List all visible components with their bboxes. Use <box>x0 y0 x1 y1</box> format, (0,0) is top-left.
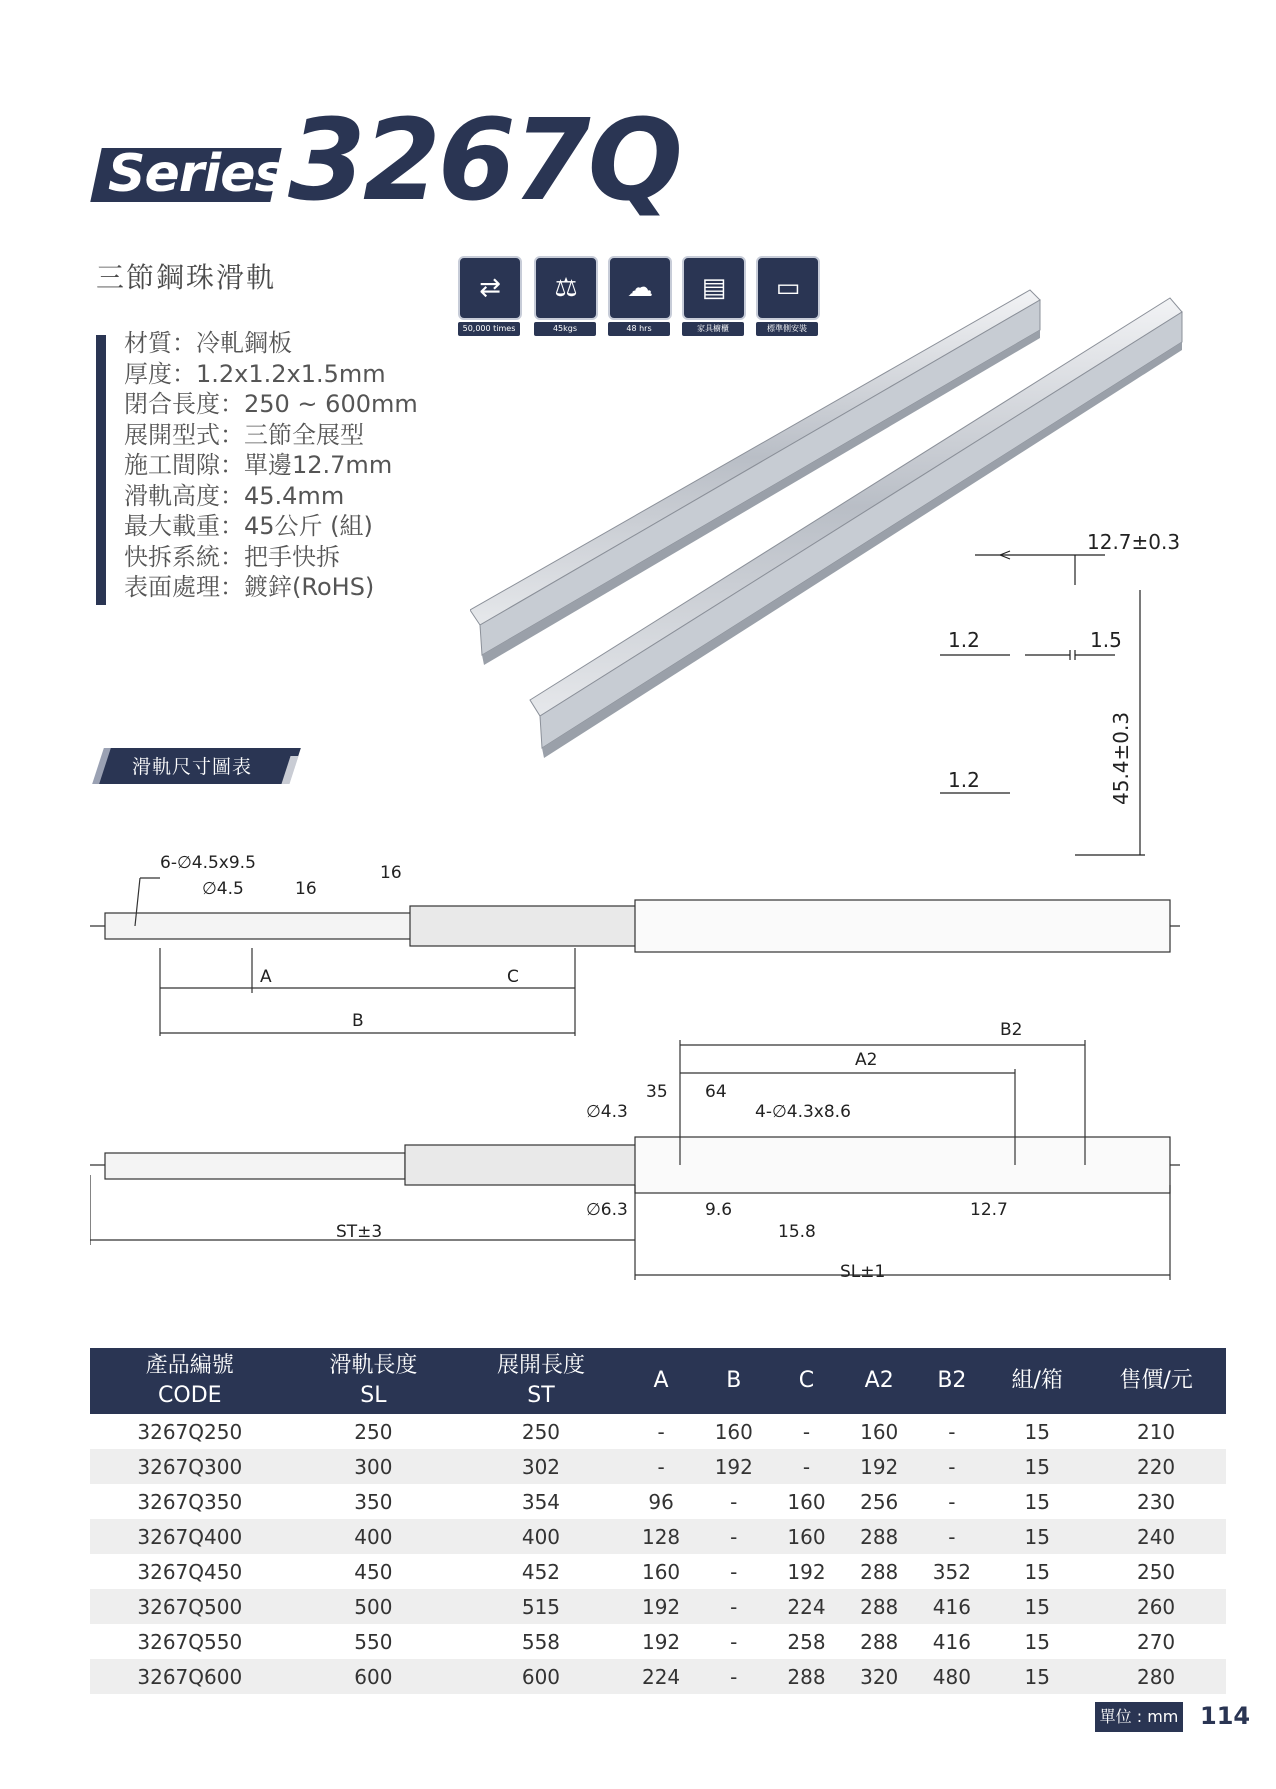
table-cell: - <box>916 1449 989 1484</box>
table-cell: 280 <box>1086 1659 1226 1694</box>
table-cell: 352 <box>932 1559 971 1584</box>
dim-158: 15.8 <box>778 1222 816 1242</box>
table-cell: 160 <box>770 1519 843 1554</box>
table-cell: 600 <box>290 1659 458 1694</box>
table-cell: 230 <box>1136 1489 1176 1514</box>
feature-cycle: ⇄ 50,000 times <box>458 256 522 336</box>
table-cell: - <box>657 1419 665 1444</box>
weight-load-icon: ⚖ <box>534 256 598 320</box>
table-cell: 288 <box>843 1519 916 1554</box>
table-cell: 250 <box>521 1419 561 1444</box>
table-cell: 192 <box>843 1449 916 1484</box>
table-cell: 15 <box>988 1519 1086 1554</box>
dim-hole-top: ∅4.5 <box>202 879 244 899</box>
th-st: 展開長度 ST <box>457 1348 625 1414</box>
table-cell: 3267Q350 <box>137 1489 243 1514</box>
table-cell: - <box>948 1489 956 1514</box>
product-subtitle: 三節鋼珠滑軌 <box>96 261 277 294</box>
side-mount-icon: ▭ <box>756 256 820 320</box>
table-cell: 3267Q600 <box>90 1659 290 1694</box>
table-cell: 3267Q400 <box>90 1519 290 1554</box>
table-cell: - <box>697 1519 770 1554</box>
table-cell: 260 <box>1086 1589 1226 1624</box>
table-cell: 160 <box>860 1419 899 1444</box>
dim-gap: 12.7±0.3 <box>1087 530 1181 554</box>
spec-list <box>124 328 418 603</box>
table-cell: 3267Q300 <box>90 1449 290 1484</box>
table-row <box>90 1589 1226 1624</box>
model-title: 3267Q <box>288 96 680 226</box>
table-cell: 250 <box>1136 1559 1176 1584</box>
table-cell: 600 <box>457 1659 625 1694</box>
bottom-slide-drawing <box>90 1015 1200 1295</box>
series-label: Series <box>108 144 285 204</box>
table-cell: 288 <box>843 1589 916 1624</box>
table-row <box>90 1519 1226 1554</box>
dim-pitch-1: 16 <box>295 879 317 899</box>
table-cell: 128 <box>625 1519 698 1554</box>
dim-slots: 4-∅4.3x8.6 <box>755 1102 851 1122</box>
spec-max-load: 最大載重：45公斤 (組) <box>124 512 373 540</box>
table-cell: 15 <box>1024 1489 1050 1514</box>
table-cell: 3267Q250 <box>137 1419 243 1444</box>
table-cell: 320 <box>843 1659 916 1694</box>
table-cell: 192 <box>641 1629 681 1654</box>
table-cell: - <box>916 1519 989 1554</box>
table-row <box>90 1414 1226 1449</box>
spec-height: 滑軌高度：45.4mm <box>124 481 345 510</box>
table-cell: 256 <box>860 1489 899 1514</box>
dim-127: 12.7 <box>970 1200 1008 1220</box>
table-cell: 15 <box>988 1659 1086 1694</box>
cycle-test-icon: ⇄ <box>458 256 522 320</box>
th-a2: A2 <box>843 1348 916 1414</box>
th-a: A <box>625 1348 698 1414</box>
table-row <box>90 1659 1226 1694</box>
product-table <box>90 1348 1226 1694</box>
table-cell: 3267Q550 <box>137 1629 243 1654</box>
table-cell: 302 <box>457 1449 625 1484</box>
spec-extension-type: 展開型式：三節全展型 <box>124 420 364 449</box>
salt-spray-icon: ☁ <box>608 256 672 320</box>
dim-sl: SL±1 <box>840 1262 886 1282</box>
table-cell: 15 <box>988 1449 1086 1484</box>
feature-cabinet: ▤ 家具櫥櫃 <box>682 256 746 336</box>
table-cell: 3267Q450 <box>137 1559 243 1584</box>
dim-st: ST±3 <box>336 1222 383 1242</box>
table-cell: 15 <box>1024 1559 1050 1584</box>
table-row <box>90 1624 1226 1659</box>
table-cell: - <box>730 1559 738 1584</box>
th-c: C <box>770 1348 843 1414</box>
dim-a2: A2 <box>855 1050 878 1070</box>
unit-label: 單位 : mm <box>1095 1702 1183 1732</box>
th-code: 產品編號 CODE <box>90 1348 290 1414</box>
table-cell: 160 <box>787 1489 826 1514</box>
table-cell: 3267Q500 <box>90 1589 290 1624</box>
dim-d63: ∅6.3 <box>586 1200 628 1220</box>
table-cell: 15 <box>1024 1419 1050 1444</box>
table-cell: - <box>697 1659 770 1694</box>
dim-c: C <box>507 967 519 987</box>
table-cell: 288 <box>860 1559 899 1584</box>
dim-64: 64 <box>705 1082 727 1102</box>
table-cell: 354 <box>521 1489 561 1514</box>
table-cell: 450 <box>354 1559 393 1584</box>
profile-dimension-drawing <box>930 525 1230 870</box>
th-price: 售價/元 <box>1086 1348 1226 1414</box>
dim-bottom-thick: 1.2 <box>948 768 980 792</box>
table-cell: 515 <box>457 1589 625 1624</box>
table-cell: - <box>802 1419 811 1444</box>
page-number: 114 <box>1200 1702 1251 1730</box>
spec-accent-bar <box>96 335 106 605</box>
top-slide-drawing <box>90 848 1200 1038</box>
table-row <box>90 1449 1226 1484</box>
table-cell: 224 <box>625 1659 698 1694</box>
table-row <box>90 1554 1226 1589</box>
table-cell: 192 <box>697 1449 770 1484</box>
table-cell: 416 <box>916 1589 989 1624</box>
table-cell: 288 <box>860 1629 899 1654</box>
dim-pitch-2: 16 <box>380 863 402 883</box>
th-b: B <box>697 1348 770 1414</box>
spec-material: 材質：冷軋鋼板 <box>124 329 292 357</box>
table-cell: 210 <box>1136 1419 1176 1444</box>
table-cell: 350 <box>354 1489 393 1514</box>
dim-height: 45.4±0.3 <box>1109 711 1133 805</box>
feature-salt-spray: ☁ 48 hrs <box>608 256 672 336</box>
table-row <box>90 1484 1226 1519</box>
table-cell: 258 <box>787 1629 826 1654</box>
th-per-box: 組/箱 <box>988 1348 1086 1414</box>
th-sl: 滑軌長度 SL <box>290 1348 458 1414</box>
table-cell: 220 <box>1086 1449 1226 1484</box>
table-cell: - <box>625 1449 698 1484</box>
spec-quick-release: 快拆系統：把手快拆 <box>124 542 340 571</box>
table-cell: 240 <box>1086 1519 1226 1554</box>
dim-right-thick: 1.5 <box>1090 628 1122 652</box>
dim-left-thick: 1.2 <box>948 628 980 652</box>
table-cell: 558 <box>521 1629 561 1654</box>
dim-35: 35 <box>646 1082 668 1102</box>
dim-b2: B2 <box>1000 1020 1023 1040</box>
dim-a: A <box>260 967 272 987</box>
feature-side-mount: ▭ 標準側安裝 <box>756 256 820 336</box>
table-cell: - <box>730 1489 738 1514</box>
table-cell: 452 <box>521 1559 561 1584</box>
table-cell: 500 <box>290 1589 458 1624</box>
table-cell: 160 <box>641 1559 681 1584</box>
th-b2: B2 <box>916 1348 989 1414</box>
table-cell: - <box>948 1419 956 1444</box>
table-cell: - <box>697 1589 770 1624</box>
table-cell: 160 <box>714 1419 753 1444</box>
spec-clearance: 施工間隙：單邊12.7mm <box>124 451 393 479</box>
feature-load: ⚖ 45kgs <box>534 256 598 336</box>
section-label: 滑軌尺寸圖表 <box>132 756 253 778</box>
table-cell: 480 <box>916 1659 989 1694</box>
table-cell: 270 <box>1136 1629 1176 1654</box>
dim-holes-top: 6-∅4.5x9.5 <box>160 853 256 873</box>
spec-surface: 表面處理：鍍鋅(RoHS) <box>124 573 375 601</box>
table-cell: 400 <box>290 1519 458 1554</box>
spec-closed-length: 閉合長度：250 ~ 600mm <box>124 390 418 418</box>
table-cell: 192 <box>625 1589 698 1624</box>
dim-96: 9.6 <box>705 1200 733 1220</box>
table-cell: 96 <box>648 1489 674 1514</box>
cabinet-icon: ▤ <box>682 256 746 320</box>
dim-d43: ∅4.3 <box>586 1102 628 1122</box>
table-cell: - <box>770 1449 843 1484</box>
table-cell: 15 <box>988 1589 1086 1624</box>
table-header-row <box>90 1348 1226 1414</box>
table-cell: 15 <box>1024 1629 1050 1654</box>
spec-thickness: 厚度：1.2x1.2x1.5mm <box>124 359 386 388</box>
table-cell: 192 <box>787 1559 826 1584</box>
table-cell: 300 <box>290 1449 458 1484</box>
table-cell: 224 <box>770 1589 843 1624</box>
table-cell: - <box>730 1629 738 1654</box>
table-cell: 400 <box>457 1519 625 1554</box>
table-cell: 550 <box>354 1629 393 1654</box>
table-cell: 250 <box>354 1419 393 1444</box>
dim-b: B <box>352 1011 364 1031</box>
table-cell: 416 <box>932 1629 971 1654</box>
table-cell: 288 <box>770 1659 843 1694</box>
